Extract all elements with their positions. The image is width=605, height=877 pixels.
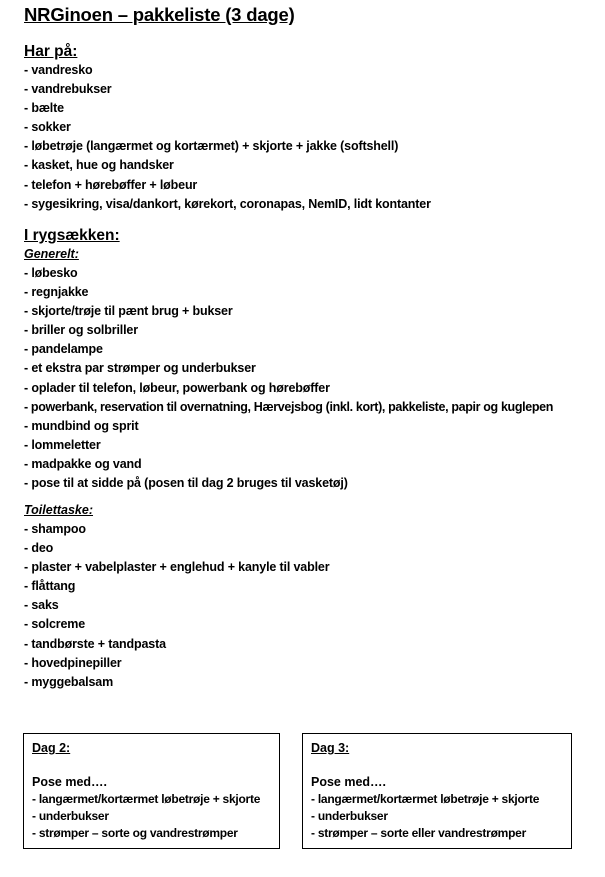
list-item: - et ekstra par strømper og underbukser — [24, 361, 256, 376]
dag3-title: Dag 3: — [311, 741, 350, 755]
section-heading-rygsaekken: I rygsækken: — [24, 227, 120, 244]
list-item: - solcreme — [24, 617, 86, 632]
list-item: - sygesikring, visa/dankort, kørekort, coronapas, NemID, lidt kontanter — [24, 196, 431, 211]
list-item: - regnjakke — [24, 285, 89, 300]
list-item: - oplader til telefon, løbeur, powerbank og hørebøffer — [24, 380, 330, 395]
subheading-generelt: Generelt: — [24, 247, 79, 261]
list-item: - tandbørste + tandpasta — [24, 636, 166, 651]
list-item: - løbetrøje (langærmet og kortærmet) + skjorte + jakke (softshell) — [24, 139, 399, 154]
dag3-box — [302, 733, 572, 849]
list-item: - vandresko — [24, 63, 93, 77]
list-item: - strømper – sorte og vandrestrømper — [32, 826, 238, 840]
list-item: - myggebalsam — [24, 674, 114, 689]
section-toilettaske — [24, 501, 599, 692]
list-item: - underbukser — [311, 809, 388, 823]
list-item: - sokker — [24, 120, 71, 135]
list-item: - shampoo — [24, 522, 86, 536]
list-item: - briller og solbriller — [24, 323, 138, 338]
list-item: - madpakke og vand — [24, 456, 142, 471]
section-rygsaekken — [24, 226, 599, 493]
section-har-paa — [24, 42, 599, 214]
list-item: - flåttang — [24, 579, 76, 594]
dag3-subtitle: Pose med…. — [311, 775, 387, 789]
list-item: - pandelampe — [24, 342, 103, 357]
dag2-subtitle: Pose med…. — [32, 775, 108, 789]
list-item: - plaster + vabelplaster + englehud + kanyle til vabler — [24, 560, 330, 575]
subheading-toilettaske: Toilettaske: — [24, 503, 94, 517]
list-item: - pose til at sidde på (posen til dag 2 bruges til vasketøj) — [24, 476, 348, 491]
list-item: - langærmet/kortærmet løbetrøje + skjorte — [32, 792, 261, 806]
list-item: - mundbind og sprit — [24, 418, 139, 433]
list-item: - strømper – sorte eller vandrestrømper — [311, 826, 526, 840]
list-item: - skjorte/trøje til pænt brug + bukser — [24, 304, 233, 319]
generelt-list — [24, 264, 599, 493]
list-item: - løbesko — [24, 266, 78, 280]
dag2-box — [23, 733, 280, 849]
list-item: - lommeletter — [24, 437, 101, 452]
list-item: - underbukser — [32, 809, 109, 823]
list-item: - saks — [24, 598, 59, 613]
list-item: - telefon + hørebøffer + løbeur — [24, 177, 198, 192]
dag2-list — [32, 791, 279, 842]
list-item: - langærmet/kortærmet løbetrøje + skjorte — [311, 792, 540, 806]
list-item: - bælte — [24, 101, 64, 116]
list-item: - deo — [24, 541, 54, 556]
toilettaske-list — [24, 520, 599, 692]
dag3-list — [311, 791, 571, 842]
list-item: - kasket, hue og handsker — [24, 158, 174, 173]
list-item: - hovedpinepiller — [24, 655, 122, 670]
har-paa-list — [24, 61, 599, 214]
page-title: NRGinoen – pakkeliste (3 dage) — [24, 4, 295, 25]
section-heading-har-paa: Har på: — [24, 43, 78, 60]
list-item: - vandrebukser — [24, 82, 112, 97]
list-item: - powerbank, reservation til overnatning, Hærvejsbog (inkl. kort), pakkeliste, papir og kuglepen — [24, 399, 554, 414]
dag2-title: Dag 2: — [32, 741, 71, 755]
